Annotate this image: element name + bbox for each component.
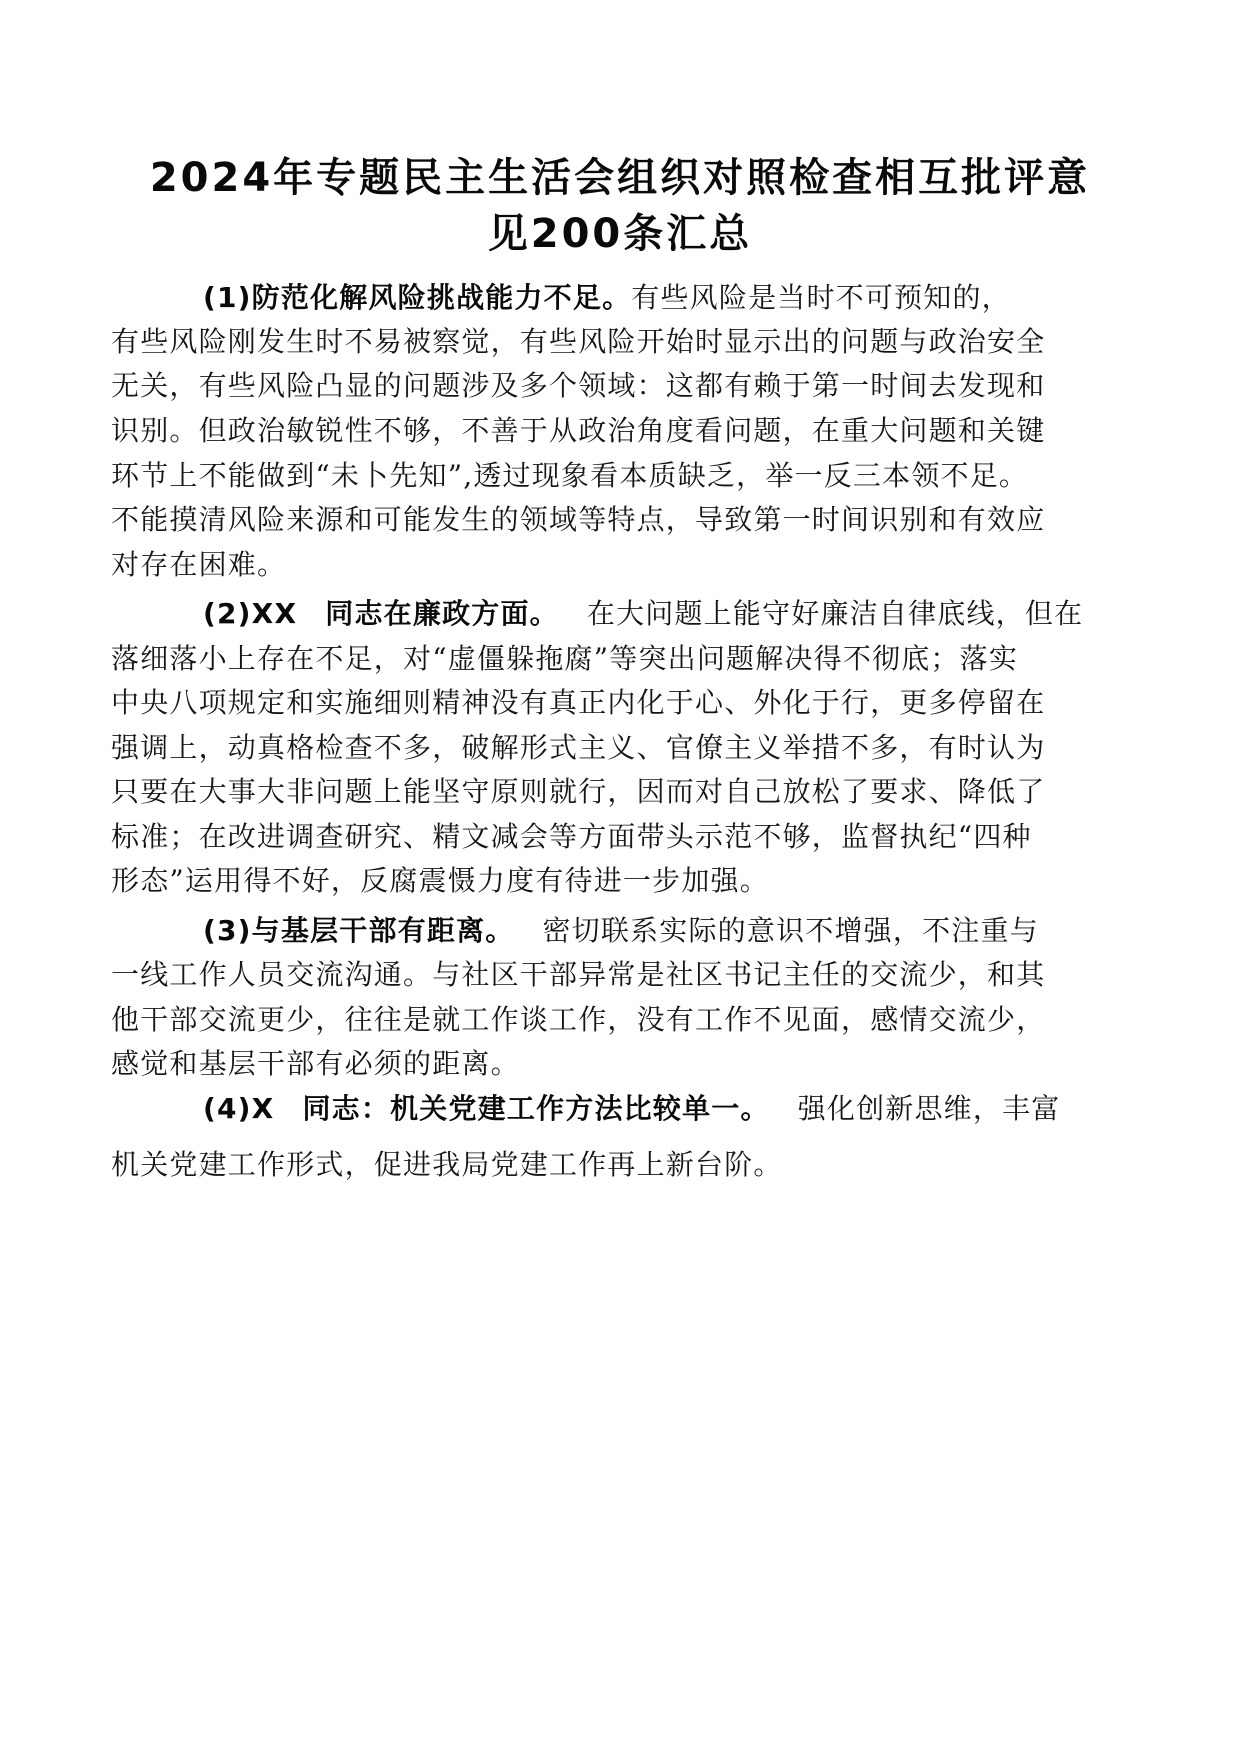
item-2-line: 标准；在改进调查研究、精文减会等方面带头示范不够，监督执纪“四种 xyxy=(111,820,1032,853)
item-3-line: 他干部交流更少，往往是就工作谈工作，没有工作不见面，感情交流少， xyxy=(111,1003,1046,1036)
title-line-1: 2024年专题民主生活会组织对照检查相互批评意 xyxy=(149,155,1091,201)
item-4-first-text: 强化创新思维，丰富 xyxy=(797,1092,1061,1125)
item-1-line: 对存在困难。 xyxy=(111,548,287,581)
item-1-heading: (1)防范化解风险挑战能力不足。 xyxy=(203,281,632,314)
item-1-first-text: 有些风险是当时不可预知的， xyxy=(631,281,1011,314)
item-1-line: 有些风险刚发生时不易被察觉，有些风险开始时显示出的问题与政治安全 xyxy=(111,325,1046,358)
item-1-first-line xyxy=(203,278,1011,318)
item-4-first-line xyxy=(203,1089,1060,1129)
item-2-heading-b: 同志在廉政方面。 xyxy=(325,597,559,630)
item-2-line: 形态”运用得不好，反腐震慑力度有待进一步加强。 xyxy=(111,864,769,897)
item-4-line: 机关党建工作形式，促进我局党建工作再上新台阶。 xyxy=(111,1148,783,1181)
item-2-line: 强调上，动真格检查不多，破解形式主义、官僚主义举措不多，有时认为 xyxy=(111,731,1046,764)
item-2-line: 落细落小上存在不足，对“虚僵躲拖腐”等突出问题解决得不彻底；落实 xyxy=(111,642,1019,675)
item-4-heading-a: (4)X xyxy=(203,1092,275,1125)
item-3-first-line xyxy=(203,911,1039,951)
document-title xyxy=(120,150,1120,262)
item-2-line: 中央八项规定和实施细则精神没有真正内化于心、外化于行，更多停留在 xyxy=(111,686,1046,719)
item-2-line: 只要在大事大非问题上能坚守原则就行，因而对自己放松了要求、降低了 xyxy=(111,775,1046,808)
item-3-heading: (3)与基层干部有距离。 xyxy=(203,914,515,947)
item-1-line: 识别。但政治敏锐性不够，不善于从政治角度看问题，在重大问题和关键 xyxy=(111,414,1046,447)
item-2-heading-a: (2)XX xyxy=(203,597,298,630)
item-4-heading-b: 同志：机关党建工作方法比较单一。 xyxy=(302,1092,770,1125)
item-1-line: 不能摸清风险来源和可能发生的领域等特点，导致第一时间识别和有效应 xyxy=(111,503,1046,536)
item-3-line: 感觉和基层干部有必须的距离。 xyxy=(111,1047,520,1080)
title-line-2: 见200条汇总 xyxy=(487,211,753,257)
item-3-first-text: 密切联系实际的意识不增强，不注重与 xyxy=(542,914,1039,947)
item-3-line: 一线工作人员交流沟通。与社区干部异常是社区书记主任的交流少，和其 xyxy=(111,958,1046,991)
item-1-line: 环节上不能做到“未卜先知”,透过现象看本质缺乏，举一反三本领不足。 xyxy=(111,459,1029,492)
item-1-line: 无关，有些风险凸显的问题涉及多个领域：这都有赖于第一时间去发现和 xyxy=(111,369,1046,402)
item-2-first-text: 在大问题上能守好廉洁自律底线，但在 xyxy=(586,597,1084,630)
item-2-first-line xyxy=(203,594,1083,634)
